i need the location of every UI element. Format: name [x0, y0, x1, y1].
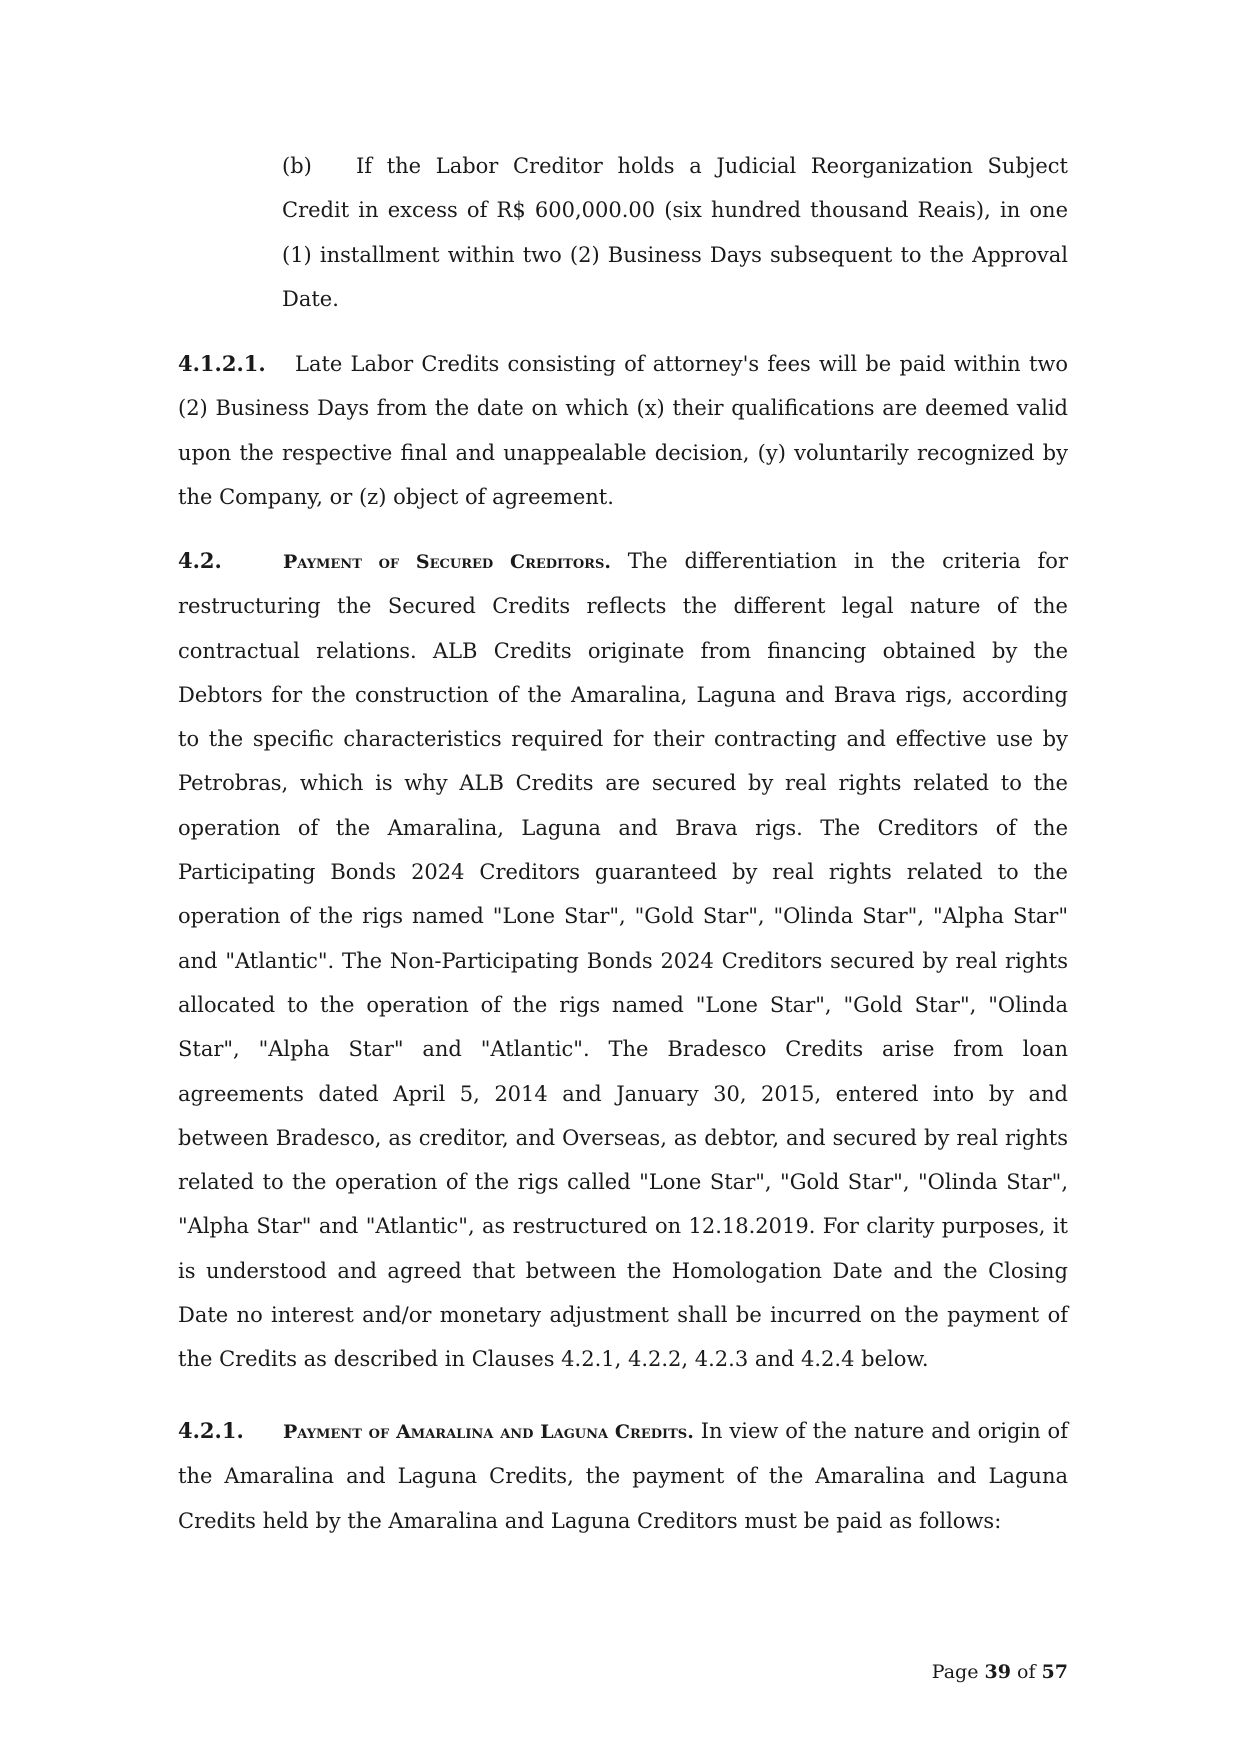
clause-4-1-2-1-paragraph	[178, 342, 1068, 519]
clause-4-1-2-1-text: Late Labor Credits consisting of attorney's fees will be paid within two (2) Business Days from the date on which (x) their qualifications are deemed valid upon the respective final and unappealable decision, (y) voluntarily recognized by the Company, or (z) object of agreement.	[178, 352, 1068, 509]
clause-4-2-1-heading: Payment of Amaralina and Laguna Credits.	[283, 1421, 694, 1443]
item-b-label: (b)	[282, 154, 312, 178]
clause-4-1-2-1-number: 4.1.2.1.	[178, 351, 266, 376]
clause-4-2-number: 4.2.	[178, 548, 222, 573]
current-page-number: 39	[984, 1661, 1011, 1683]
clause-4-2-heading: Payment of Secured Creditors.	[283, 551, 611, 573]
clause-4-2-1-text: In view of the nature and origin of the Amaralina and Laguna Credits, the payment of the Amaralina and Laguna Credits held by the Amaralina and Laguna Creditors must be paid as follows:	[178, 1419, 1068, 1533]
page-of-label: of	[1017, 1661, 1036, 1683]
clause-4-2-1-number: 4.2.1.	[178, 1418, 244, 1443]
clause-4-2-1-paragraph	[178, 1409, 1068, 1543]
total-pages-number: 57	[1041, 1661, 1068, 1683]
clause-4-2-paragraph	[178, 539, 1068, 1382]
page-number-footer	[932, 1660, 1068, 1684]
page-label: Page	[931, 1661, 979, 1683]
item-b-text: If the Labor Creditor holds a Judicial Reorganization Subject Credit in excess of R$ 600,000.00 (six hundred thousand Reais), in one (1) installment within two (2) Business Days subsequent to the Approval Date.	[282, 154, 1068, 311]
item-b-paragraph	[282, 144, 1068, 321]
clause-4-2-text: The differentiation in the criteria for restructuring the Secured Credits reflects the different legal nature of the contractual relations. ALB Credits originate from financing obtained by the Debtors for the construction of the Amaralina, Laguna and Brava rigs, according to the specific characteristics required for their contracting and effective use by Petrobras, which is why ALB Credits are secured by real rights related to the operation of the Amaralina, Laguna and Brava rigs. The Creditors of the Participating Bonds 2024 Creditors guaranteed by real rights related to the operation of the rigs named "Lone Star", "Gold Star", "Olinda Star", "Alpha Star" and "Atlantic". The Non-Participating Bonds 2024 Creditors secured by real rights allocated to the operation of the rigs named "Lone Star", "Gold Star", "Olinda Star", "Alpha Star" and "Atlantic". The Bradesco Credits arise from loan agreements dated April 5, 2014 and January 30, 2015, entered into by and between Bradesco, as creditor, and Overseas, as debtor, and secured by real rights related to the operation of the rigs called "Lone Star", "Gold Star", "Olinda Star", "Alpha Star" and "Atlantic", as restructured on 12.18.2019. For clarity purposes, it is understood and agreed that between the Homologation Date and the Closing Date no interest and/or monetary adjustment shall be incurred on the payment of the Credits as described in Clauses 4.2.1, 4.2.2, 4.2.3 and 4.2.4 below.	[178, 549, 1068, 1372]
